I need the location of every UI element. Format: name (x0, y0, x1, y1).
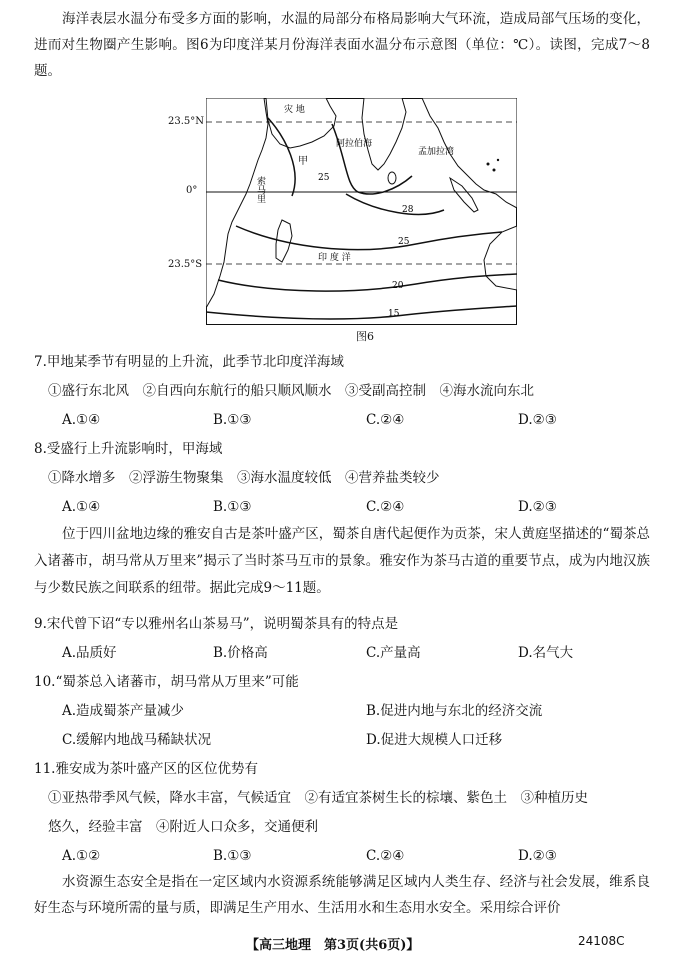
q7-option-a[interactable]: A.①④ (62, 412, 101, 428)
map-label-indian-ocean: 印 度 洋 (318, 253, 351, 263)
q9-option-c[interactable]: C.产量高 (366, 645, 421, 661)
q8-items: ①降水增多 ②浮游生物聚集 ③海水温度较低 ④营养盐类较少 (48, 470, 440, 486)
map-label-somali: 索马里 (255, 176, 265, 203)
q9-option-b[interactable]: B.价格高 (213, 645, 268, 661)
q11-option-a[interactable]: A.①② (62, 848, 101, 864)
map-label-arabian-sea: 阿拉伯海 (336, 139, 373, 149)
map-label-bay-of-bengal: 孟加拉湾 (418, 147, 455, 157)
q11-option-d[interactable]: D.②③ (518, 848, 557, 864)
isotherm-label-25a: 25 (318, 173, 330, 183)
lat-label-equator: 0° (186, 185, 198, 196)
q10-option-c[interactable]: C.缓解内地战马稀缺状况 (62, 732, 212, 748)
q7-stem: 7.甲地某季节有明显的上升流，此季节北印度洋海域 (34, 354, 344, 370)
map-label-top: 灾 地 (284, 105, 305, 115)
exam-code: 24108C (578, 934, 625, 948)
q8-option-d[interactable]: D.②③ (518, 499, 557, 515)
q9-option-d[interactable]: D.名气大 (518, 645, 574, 661)
q7-option-b[interactable]: B.①③ (213, 412, 252, 428)
q11-option-c[interactable]: C.②④ (366, 848, 405, 864)
q9-stem: 9.宋代曾下诏“专以雅州名山茶易马”，说明蜀茶具有的特点是 (34, 616, 399, 632)
intro-paragraph-3: 水资源生态安全是指在一定区域内水资源系统能够满足区域内人类生存、经济与社会发展，维系良好生态与环境所需的量与质，即满足生产用水、生活用水和生态用水安全。采用综合评价 (34, 874, 650, 916)
q11-items-line-1: ①亚热带季风气候，降水丰富，气候适宜 ②有适宜茶树生长的棕壤、紫色土 ③种植历史 (48, 790, 588, 806)
q8-stem: 8.受盛行上升流影响时，甲海域 (34, 441, 223, 457)
q10-option-a[interactable]: A.造成蜀茶产量减少 (62, 703, 185, 719)
figure-caption: 图6 (356, 330, 374, 343)
isotherm-label-15: 15 (388, 309, 400, 319)
q8-option-c[interactable]: C.②④ (366, 499, 405, 515)
q8-option-a[interactable]: A.①④ (62, 499, 101, 515)
q11-stem: 11.雅安成为茶叶盛产区的区位优势有 (34, 761, 258, 777)
lat-label-23s: 23.5°S (168, 259, 203, 270)
q10-option-b[interactable]: B.促进内地与东北的经济交流 (366, 703, 543, 719)
q7-option-d[interactable]: D.②③ (518, 412, 557, 428)
page-footer: 【高三地理 第3页(共6页)】 (246, 938, 420, 953)
q7-option-c[interactable]: C.②④ (366, 412, 405, 428)
map-label-jia: 甲 (298, 156, 308, 167)
isotherm-label-20: 20 (392, 281, 404, 291)
isotherm-label-25b: 25 (398, 237, 410, 247)
q11-option-b[interactable]: B.①③ (213, 848, 252, 864)
q7-items: ①盛行东北风 ②自西向东航行的船只顺风顺水 ③受副高控制 ④海水流向东北 (48, 383, 534, 399)
isotherm-label-28: 28 (402, 205, 414, 215)
intro-paragraph-2: 位于四川盆地边缘的雅安自古是茶叶盛产区，蜀茶自唐代起便作为贡茶，宋人黄庭坚描述的“蜀茶总入诸蕃市，胡马常从万里来”揭示了当时茶马互市的景象。雅安作为茶马古道的重要节点，成为内地汉族与少数民族之间联系的纽带。据此完成9～11题。 (34, 526, 650, 596)
q9-option-a[interactable]: A.品质好 (62, 645, 117, 661)
sri-lanka-island (388, 172, 396, 184)
q11-items-line-2: 悠久，经验丰富 ④附近人口众多，交通便利 (48, 819, 318, 835)
lat-label-23n: 23.5°N (168, 116, 205, 127)
q10-option-d[interactable]: D.促进大规模人口迁移 (366, 732, 503, 748)
q8-option-b[interactable]: B.①③ (213, 499, 252, 515)
intro-paragraph-1: 海洋表层水温分布受多方面的影响，水温的局部分布格局影响大气环流，造成局部气压场的变化，进而对生物圈产生影响。图6为印度洋某月份海洋表面水温分布示意图（单位：℃）。读图，完成7～8题。 (34, 11, 650, 79)
indian-ocean-sst-map (206, 98, 517, 325)
q10-stem: 10.“蜀茶总入诸蕃市，胡马常从万里来”可能 (34, 674, 299, 690)
